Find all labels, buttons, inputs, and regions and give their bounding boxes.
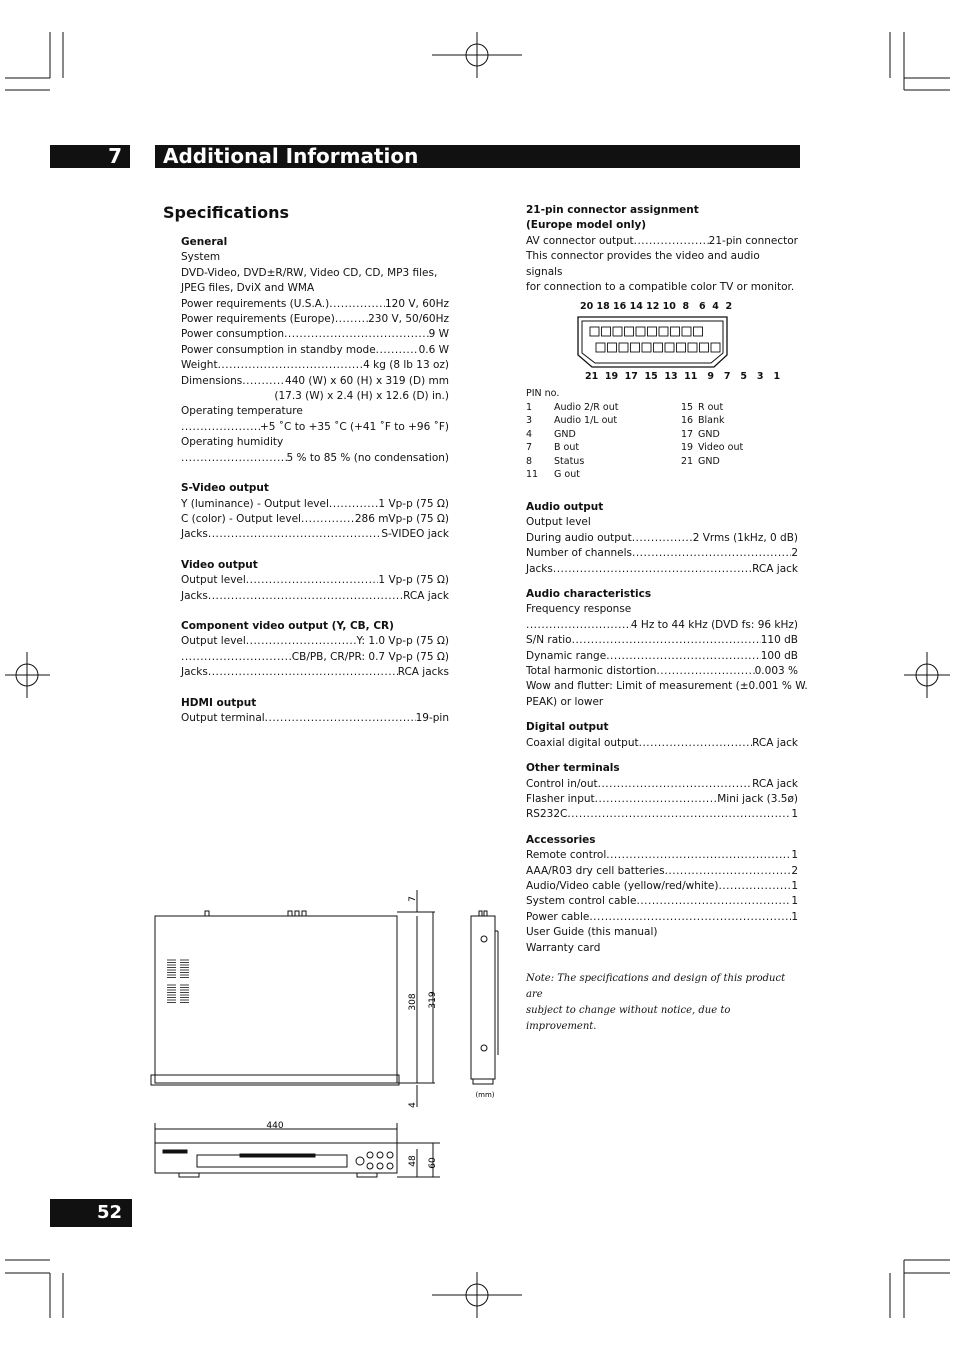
op-hum-label: Operating humidity xyxy=(181,436,284,449)
scart-pin xyxy=(590,327,599,336)
dimension-label: 7 xyxy=(408,896,418,902)
scart-pin xyxy=(602,327,611,336)
scart-pin xyxy=(700,343,709,352)
spec-row: ..... +5 ˚C to +35 ˚C (+41 ˚F to +96 ˚F) xyxy=(181,420,449,435)
scart-pin xyxy=(613,327,622,336)
spec-row: Power consumption in standby mode ..... 0.6 W xyxy=(181,343,449,358)
pin-row: 1 Audio 2/R out xyxy=(526,401,619,413)
dimension-label: 4 xyxy=(408,1102,418,1108)
formats-line: JPEG files, DviX and WMA xyxy=(181,282,315,295)
note-text: subject to change without notice, due to improvement. xyxy=(526,1004,731,1032)
section-title: Specifications xyxy=(163,203,289,222)
scart-pin xyxy=(625,327,634,336)
spec-row: Audio/Video cable (yellow/red/white) ..... 1 xyxy=(526,879,798,894)
spec-row: Jacks ..... RCA jack xyxy=(526,562,798,577)
spec-row: Weight ..... 4 kg (8 lb 13 oz) xyxy=(181,358,449,373)
pin-row: 4 GND xyxy=(526,428,576,440)
spec-row: Power requirements (U.S.A.) ..... 120 V, 60Hz xyxy=(181,297,449,312)
spec-row: ..... 4 Hz to 44 kHz (DVD fs: 96 kHz) xyxy=(526,618,798,633)
spec-row: Jacks ..... RCA jacks xyxy=(181,665,449,680)
unit-label: (mm) xyxy=(475,1091,495,1099)
spec-row: Dynamic range ..... 100 dB xyxy=(526,649,798,664)
pin-no-label: PIN no. xyxy=(526,388,560,399)
pin-row: 3 Audio 1/L out xyxy=(526,415,618,426)
connector-heading: (Europe model only) xyxy=(526,219,647,232)
pin-table xyxy=(526,387,786,482)
spec-row: Power cable ..... 1 xyxy=(526,910,798,925)
scart-bottom-numbers: 21 19 17 15 13 11 9 7 5 3 1 xyxy=(585,371,781,382)
dimension-label: 60 xyxy=(428,1157,438,1169)
connector-block xyxy=(526,203,798,295)
left-spec-column xyxy=(181,235,449,726)
digital-heading: Digital output xyxy=(526,721,609,734)
page-number: 52 xyxy=(50,1199,132,1227)
spec-row: Power consumption ..... 9 W xyxy=(181,327,449,342)
dimension-label: 319 xyxy=(428,991,438,1009)
op-temp-label: Operating temperature xyxy=(181,405,303,418)
spec-row: Jacks ..... RCA jack xyxy=(181,589,449,604)
wow-line: Wow and flutter: Limit of measurement (±0.001 % W. xyxy=(526,680,808,693)
hdmi-heading: HDMI output xyxy=(181,696,257,709)
right-spec-column xyxy=(526,500,808,1035)
general-heading: General xyxy=(181,236,228,248)
warranty-item: Warranty card xyxy=(526,941,601,954)
pin-row: 17 GND xyxy=(681,428,720,440)
scart-pin xyxy=(711,343,720,352)
accessories-heading: Accessories xyxy=(526,833,596,846)
spec-row: Output terminal ..... 19-pin xyxy=(181,711,449,726)
component-heading: Component video output (Y, CB, CR) xyxy=(181,619,394,632)
scart-pin xyxy=(677,343,686,352)
system-label: System xyxy=(181,251,221,264)
svideo-heading: S-Video output xyxy=(181,482,269,495)
scart-pin xyxy=(619,343,628,352)
scart-pin xyxy=(671,327,680,336)
dimensions-inch: (17.3 (W) x 2.4 (H) x 12.6 (D) in.) xyxy=(274,390,449,403)
spec-row: Remote control ..... 1 xyxy=(526,848,798,863)
other-heading: Other terminals xyxy=(526,762,620,775)
spec-row: Output level ..... Y: 1.0 Vp-p (75 Ω) xyxy=(181,634,449,649)
spec-row: AAA/R03 dry cell batteries ..... 2 xyxy=(526,864,798,879)
spec-row: Power requirements (Europe) ..... 230 V, 50/60Hz xyxy=(181,312,449,327)
dimension-label: 48 xyxy=(408,1155,418,1167)
scart-pin xyxy=(688,343,697,352)
spec-row: Dimensions ..... 440 (W) x 60 (H) x 319 (D) mm xyxy=(181,374,449,389)
scart-pin xyxy=(654,343,663,352)
scart-pin xyxy=(596,343,605,352)
scart-pin xyxy=(631,343,640,352)
user-guide-item: User Guide (this manual) xyxy=(526,926,658,939)
formats-line: DVD-Video, DVD±R/RW, Video CD, CD, MP3 files, xyxy=(181,266,438,279)
pin-row: 8 Status xyxy=(526,455,585,467)
spec-row: Total harmonic distortion ..... 0.003 % xyxy=(526,664,798,679)
spec-row: Flasher input ..... Mini jack (3.5ø) xyxy=(526,792,798,807)
output-level-label: Output level xyxy=(526,516,591,529)
note-text: Note: The specifications and design of this product are xyxy=(526,972,786,1000)
scart-pin xyxy=(694,327,703,336)
pin-row: 16 Blank xyxy=(681,415,725,426)
scart-pin xyxy=(648,327,657,336)
dimension-drawing xyxy=(145,885,510,1185)
audio-char-heading: Audio characteristics xyxy=(526,588,652,601)
spec-row: Coaxial digital output ..... RCA jack xyxy=(526,736,798,751)
spec-row: Output level ..... 1 Vp-p (75 Ω) xyxy=(181,573,449,588)
pin-row: 21 GND xyxy=(681,455,720,467)
freq-label: Frequency response xyxy=(526,603,632,616)
spec-row: ..... 5 % to 85 % (no condensation) xyxy=(181,451,449,466)
spec-row: Jacks ..... S-VIDEO jack xyxy=(181,527,449,542)
connector-desc: for connection to a compatible color TV or monitor. xyxy=(526,281,795,294)
spec-row: Y (luminance) - Output level ..... 1 Vp-p (75 Ω) xyxy=(181,497,449,512)
pin-row: 15 R out xyxy=(681,401,724,413)
video-heading: Video output xyxy=(181,558,258,571)
scart-pin xyxy=(659,327,668,336)
scart-connector-drawing xyxy=(576,315,730,369)
spec-row: RS232C ..... 1 xyxy=(526,807,798,822)
scart-top-numbers: 20 18 16 14 12 10 8 6 4 2 xyxy=(580,301,733,312)
spec-row: ..... CB/PB, CR/PR: 0.7 Vp-p (75 Ω) xyxy=(181,650,449,665)
spec-row: System control cable ..... 1 xyxy=(526,894,798,909)
pin-row: 19 Video out xyxy=(681,442,744,453)
spec-row: S/N ratio ..... 110 dB xyxy=(526,633,798,648)
dimension-label: 308 xyxy=(408,993,418,1011)
connector-desc: This connector provides the video and audio signals xyxy=(526,250,760,278)
scart-pin xyxy=(642,343,651,352)
wow-line: PEAK) or lower xyxy=(526,695,604,708)
connector-heading: 21-pin connector assignment xyxy=(526,204,699,216)
chapter-title: Additional Information xyxy=(155,145,800,168)
scart-pin xyxy=(636,327,645,336)
scart-pin xyxy=(665,343,674,352)
audio-output-heading: Audio output xyxy=(526,501,604,513)
dimension-label: 440 xyxy=(266,1121,284,1131)
scart-pin xyxy=(682,327,691,336)
pin-row: 11 G out xyxy=(526,469,580,480)
spec-row: C (color) - Output level ..... 286 mVp-p (75 Ω) xyxy=(181,512,449,527)
spec-row: Control in/out ..... RCA jack xyxy=(526,777,798,792)
chapter-number: 7 xyxy=(50,145,130,168)
pin-row: 7 B out xyxy=(526,442,580,453)
pin-list-right xyxy=(681,401,743,482)
pin-list-left xyxy=(526,401,681,482)
scart-pin xyxy=(608,343,617,352)
spec-row: During audio output ..... 2 Vrms (1kHz, 0 dB) xyxy=(526,531,798,546)
spec-row: Number of channels ..... 2 xyxy=(526,546,798,561)
spec-row: AV connector output ..... 21-pin connector xyxy=(526,234,798,249)
